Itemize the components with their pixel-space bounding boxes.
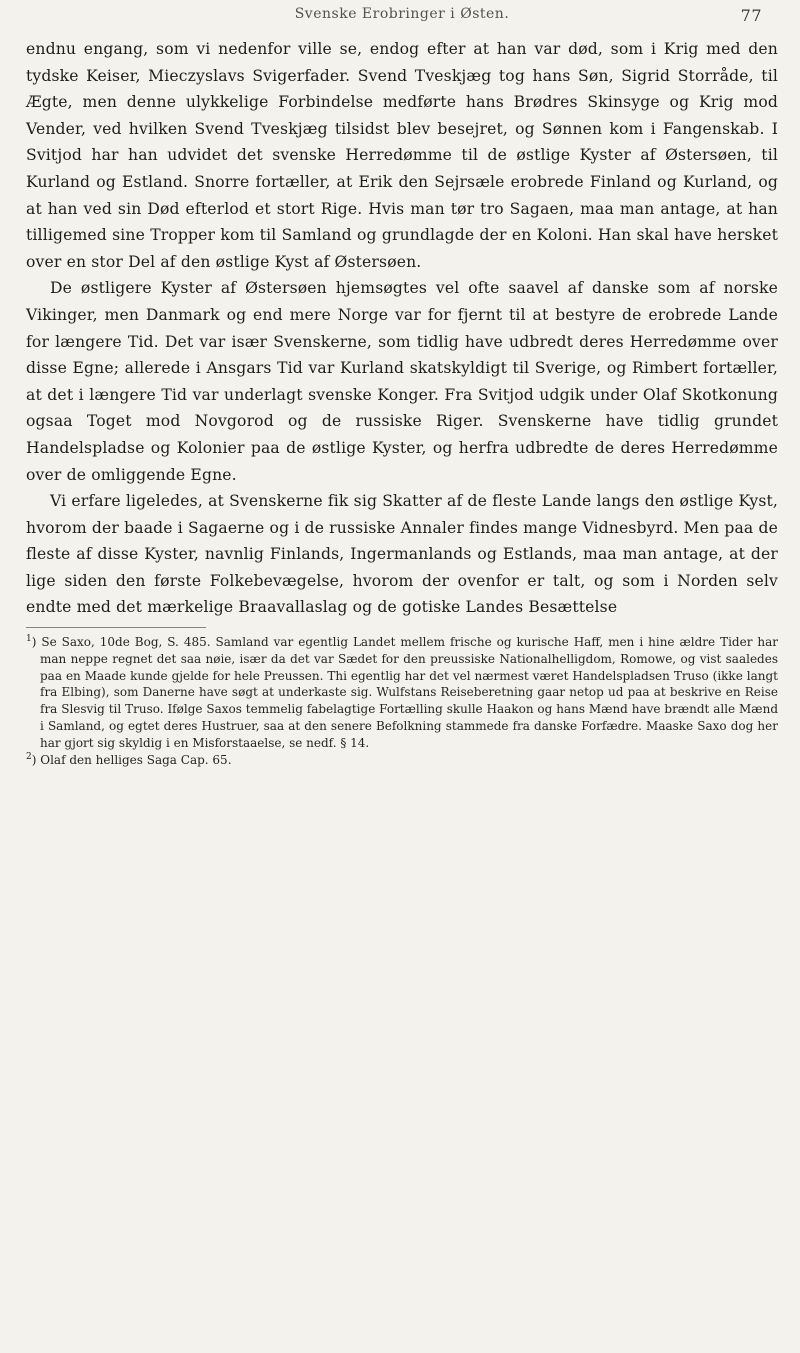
footnote-separator: [26, 627, 206, 628]
footnote-mark: 1: [26, 634, 32, 645]
footnote-text: Se Saxo, 10de Bog, S. 485. Samland var egentlig Landet mellem frische og kurische Haff, men i hine ældre Tider har man neppe regnet det saa nøie, især da det var Sædet for den preussiske Nationalhelligdom, Romowe, og vist saaledes paa en Maade kunde gjelde for hele Preussen. Thi egentlig har det vel nærmest været Handelspladsen Truso (ikke langt fra Elbing), som Danerne have søgt at underkaste sig. Wulfstans Reiseberetning gaar netop ud paa at beskrive en Reise fra Slesvig til Truso. Ifølge Saxos temmelig fabelagtige Fortælling skulle Haakon og hans Mænd have brændt alle Mænd i Samland, og egtet deres Hustruer, saa at den senere Befolkning stammede fra danske Forfædre. Maaske Saxo dog her har gjort sig skyldig i en Misforstaaelse, se nedf. § 14.: [40, 635, 778, 750]
page-number: 77: [740, 6, 762, 25]
footnote-1: $^1$) Se Saxo, 10de Bog, S. 485. Samland var egentlig Landet mellem frische og kurische Haff, men i hine ældre Tider har man neppe regnet det saa nøie, især da det var Sædet for den preussiske Nationalhelligdom, Romowe, og vist saaledes paa en Maade kunde gjelde for hele Preussen. Thi egentlig har det vel nærmest været Handelspladsen Truso (ikke langt fra Elbing), som Danerne have søgt at underkaste sig. Wulfstans Reiseberetning gaar netop ud paa at beskrive en Reise fra Slesvig til Truso. Ifølge Saxos temmelig fabelagtige Fortælling skulle Haakon og hans Mænd have brændt alle Mænd i Samland, og egtet deres Hustruer, saa at den senere Befolkning stammede fra danske Forfædre. Maaske Saxo dog her har gjort sig skyldig i en Misforstaaelse, se nedf. § 14.: [26, 634, 778, 750]
paragraph-2: De østligere Kyster af Østersøen hjemsøgtes vel ofte saavel af danske som af norske Vikinger, men Danmark og end mere Norge var for fjernt til at bestyre de erobrede Lande for længere Tid. Det var især Svenskerne, som tidlig have udbredt deres Herredømme over disse Egne; allerede i Ansgars Tid var Kurland skatskyldigt til Sverige, og Rimbert fortæller, at det i længere Tid var underlagt svenske Konger. Fra Svitjod udgik under Olaf Skotkonung ogsaa Toget mod Novgorod og de russiske Riger. Svenskerne have tidlig grundet Handelspladse og Kolonier paa de østlige Kyster, og herfra udbredte de deres Herredømme over de omliggende Egne.: [26, 279, 778, 484]
running-head: [26, 6, 778, 32]
running-title: Svenske Erobringer i Østen.: [294, 6, 510, 22]
paragraph-1: endnu engang, som vi nedenfor ville se, endog efter at han var død, som i Krig med den tydske Keiser, Mieczyslavs Svigerfader. Svend Tveskjæg tog hans Søn, Sigrid Storråde, til Ægte, men denne ulykkelige Forbindelse medførte hans Brødres Skinsyge og Krig mod Vender, ved hvilken Svend Tveskjæg tilsidst blev besejret, og Sønnen kom i Fangenskab. I Svitjod har han udvidet det svenske Herredømme til de østlige Kyster af Østersøen, til Kurland og Estland. Snorre fortæller, at Erik den Sejrsæle erobrede Finland og Kurland, og at han ved sin Død efterlod et stort Rige. Hvis man tør tro Sagaen, maa man antage, at han tilligemed sine Tropper kom til Samland og grundlagde der en Koloni. Han skal have hersket over en stor Del af den østlige Kyst af Østersøen.: [26, 40, 778, 271]
footnote-text: Olaf den helliges Saga Cap. 65.: [40, 752, 232, 767]
footnote-mark: 2: [26, 751, 32, 762]
body-text: [26, 36, 778, 621]
footnotes: [26, 634, 778, 768]
footnote-2: $^2$) Olaf den helliges Saga Cap. 65.: [26, 751, 232, 767]
paragraph-3: Vi erfare ligeledes, at Svenskerne fik sig Skatter af de fleste Lande langs den østlige Kyst, hvorom der baade i Sagaerne og i de russiske Annaler findes mange Vidnesbyrd. Men paa de fleste af disse Kyster, navnlig Finlands, Ingermanlands og Estlands, maa man antage, at der lige siden den første Folkebevægelse, hvorom der ovenfor er talt, og som i Norden selv endte med det mærkelige Braavallaslag og de gotiske Landes Besættelse: [26, 492, 778, 617]
